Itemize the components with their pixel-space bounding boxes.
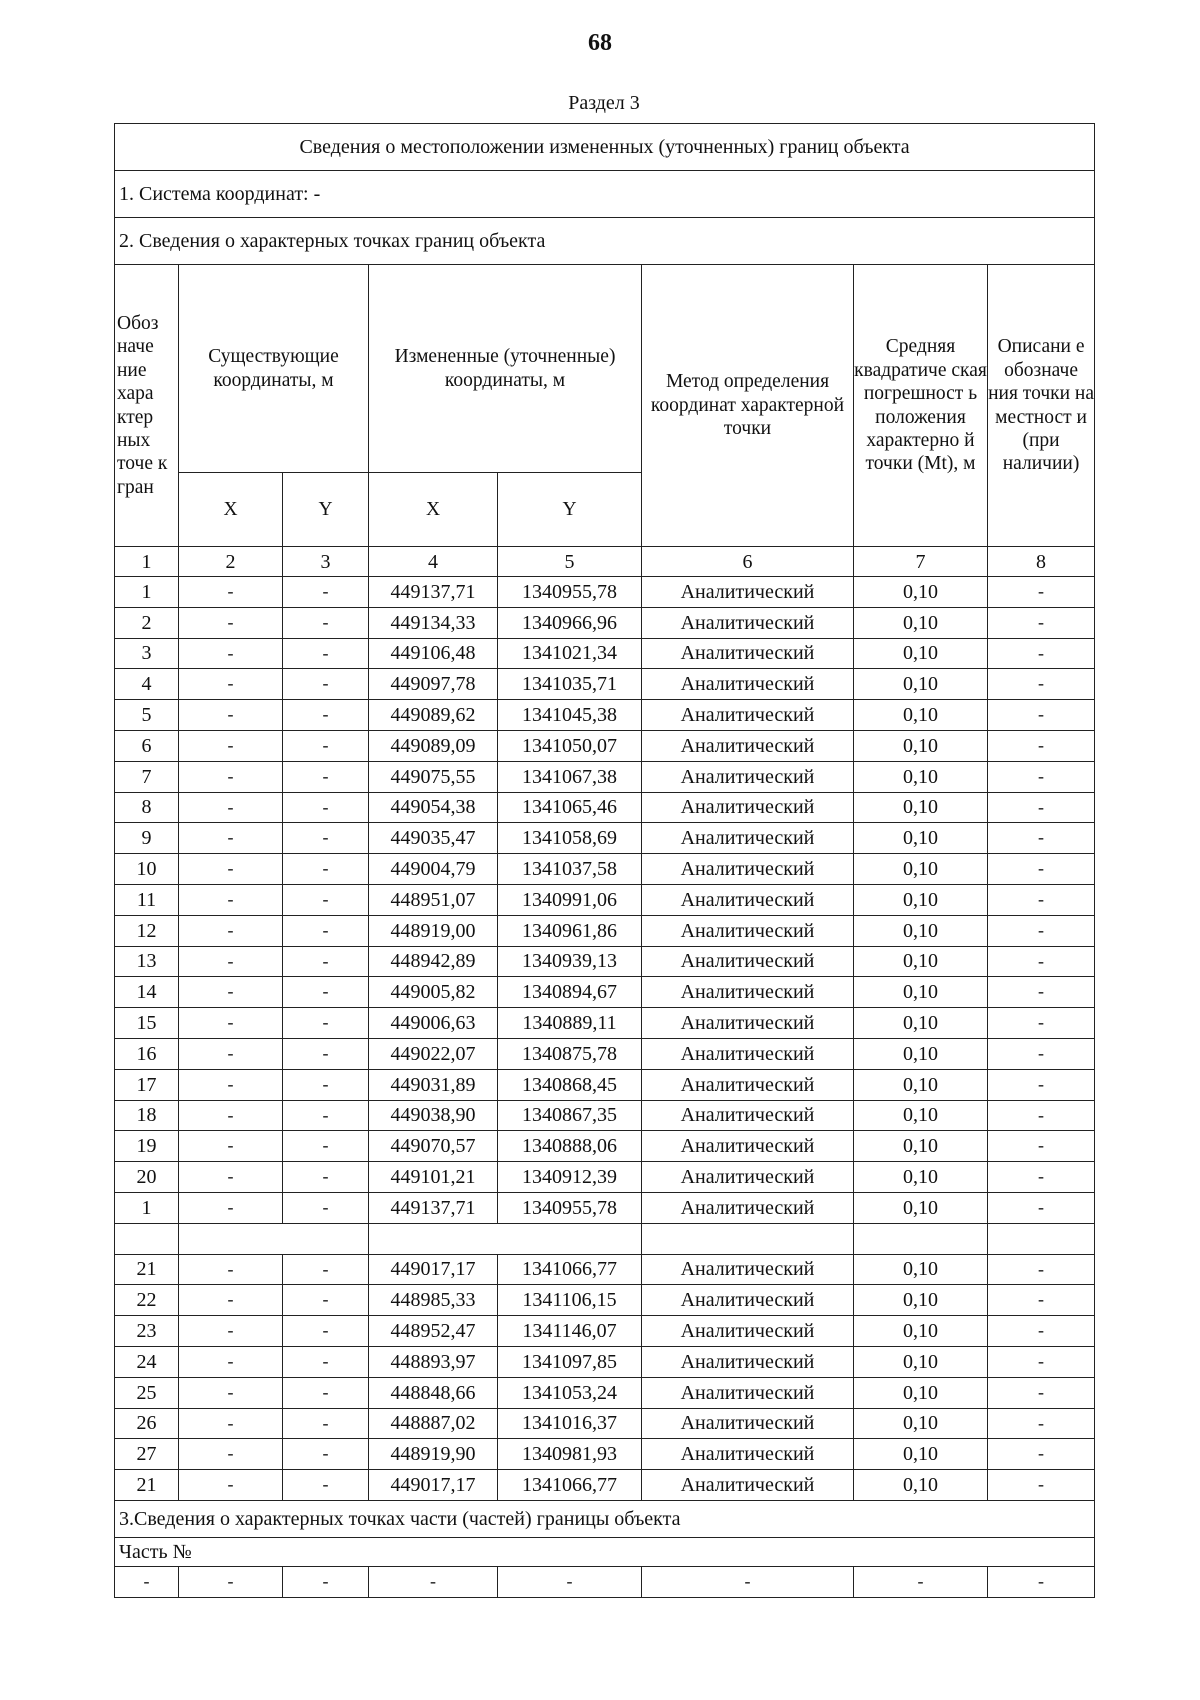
changed-x-cell: 448942,89 [369,946,498,977]
point-number-cell: 15 [115,1008,179,1039]
existing-y-cell: - [283,1346,369,1377]
table-row [115,1316,1095,1347]
existing-x-cell: - [179,638,283,669]
changed-x-cell: 449101,21 [369,1162,498,1193]
point-number-cell: 17 [115,1069,179,1100]
method-cell: Аналитический [642,1408,854,1439]
changed-x-cell: 449106,48 [369,638,498,669]
existing-x-cell: - [179,1100,283,1131]
description-cell: - [988,823,1095,854]
changed-y-cell: 1341067,38 [498,761,642,792]
error-cell: 0,10 [854,1285,988,1316]
existing-y-cell: - [283,761,369,792]
method-cell: Аналитический [642,977,854,1008]
existing-x-cell: - [179,1439,283,1470]
existing-x-cell: - [179,792,283,823]
point-number-cell: 10 [115,854,179,885]
changed-x-cell: 449134,33 [369,607,498,638]
changed-y-cell: 1340868,45 [498,1069,642,1100]
changed-x-cell: 449070,57 [369,1131,498,1162]
method-cell: Аналитический [642,946,854,977]
header-changed-x: X [369,473,498,547]
existing-x-cell: - [179,607,283,638]
point-number-cell: 27 [115,1439,179,1470]
changed-y-cell: 1340912,39 [498,1162,642,1193]
existing-y-cell: - [283,977,369,1008]
table-row [115,1131,1095,1162]
table-row [115,1254,1095,1285]
changed-y-cell: 1341016,37 [498,1408,642,1439]
point-number-cell: 23 [115,1316,179,1347]
table-row [115,915,1095,946]
error-cell: 0,10 [854,792,988,823]
error-cell: 0,10 [854,946,988,977]
method-cell: Аналитический [642,1008,854,1039]
description-cell: - [988,1162,1095,1193]
part-cell: - [498,1566,642,1597]
changed-y-cell: 1341066,77 [498,1254,642,1285]
existing-y-cell: - [283,1254,369,1285]
changed-y-cell: 1341106,15 [498,1285,642,1316]
changed-x-cell: 449017,17 [369,1470,498,1501]
column-numbers-row [115,547,1095,577]
error-cell: 0,10 [854,1377,988,1408]
error-cell: 0,10 [854,700,988,731]
description-cell: - [988,1254,1095,1285]
column-number: 2 [179,547,283,577]
error-cell: 0,10 [854,1470,988,1501]
table-row [115,946,1095,977]
description-cell: - [988,1192,1095,1223]
point-number-cell: 4 [115,669,179,700]
description-cell: - [988,1377,1095,1408]
column-number: 5 [498,547,642,577]
method-cell: Аналитический [642,1131,854,1162]
point-number-cell: 16 [115,1038,179,1069]
changed-x-cell: 448951,07 [369,884,498,915]
point-number-cell: 24 [115,1346,179,1377]
description-cell: - [988,1069,1095,1100]
header-designation: Обоз наче ние хара ктер ных точе к гран [115,265,179,547]
table-row [115,669,1095,700]
description-cell: - [988,1439,1095,1470]
changed-y-cell: 1340961,86 [498,915,642,946]
changed-y-cell: 1340875,78 [498,1038,642,1069]
existing-x-cell: - [179,669,283,700]
method-cell: Аналитический [642,1439,854,1470]
error-cell: 0,10 [854,669,988,700]
existing-y-cell: - [283,1100,369,1131]
method-cell: Аналитический [642,854,854,885]
page-number: 68 [588,30,612,56]
point-number-cell: 7 [115,761,179,792]
table-row [115,638,1095,669]
changed-x-cell: 448919,90 [369,1439,498,1470]
changed-y-cell: 1340966,96 [498,607,642,638]
method-cell: Аналитический [642,915,854,946]
separator-row [115,1223,1095,1254]
changed-x-cell: 449075,55 [369,761,498,792]
changed-x-cell: 449137,71 [369,577,498,608]
point-number-cell: 26 [115,1408,179,1439]
changed-y-cell: 1341037,58 [498,854,642,885]
part-cell: - [854,1566,988,1597]
changed-x-cell: 448887,02 [369,1408,498,1439]
existing-y-cell: - [283,915,369,946]
column-number: 8 [988,547,1095,577]
part-points-row [115,1566,1095,1597]
existing-x-cell: - [179,1408,283,1439]
description-cell: - [988,1408,1095,1439]
point-number-cell: 6 [115,730,179,761]
point-number-cell: 22 [115,1285,179,1316]
header-method: Метод определения координат характерной точки [642,265,854,547]
description-cell: - [988,1008,1095,1039]
changed-y-cell: 1341050,07 [498,730,642,761]
point-number-cell: 21 [115,1470,179,1501]
changed-x-cell: 449054,38 [369,792,498,823]
error-cell: 0,10 [854,1069,988,1100]
description-cell: - [988,607,1095,638]
table-row [115,1008,1095,1039]
method-cell: Аналитический [642,1162,854,1193]
description-cell: - [988,730,1095,761]
changed-y-cell: 1340888,06 [498,1131,642,1162]
error-cell: 0,10 [854,730,988,761]
method-cell: Аналитический [642,761,854,792]
existing-y-cell: - [283,1439,369,1470]
existing-y-cell: - [283,1008,369,1039]
changed-y-cell: 1341065,46 [498,792,642,823]
table-row [115,1285,1095,1316]
point-number-cell: 21 [115,1254,179,1285]
part-label-row: Часть № [115,1537,1095,1566]
existing-x-cell: - [179,577,283,608]
changed-x-cell: 449089,62 [369,700,498,731]
existing-y-cell: - [283,607,369,638]
existing-x-cell: - [179,730,283,761]
existing-y-cell: - [283,884,369,915]
changed-x-cell: 448985,33 [369,1285,498,1316]
description-cell: - [988,1100,1095,1131]
changed-y-cell: 1341097,85 [498,1346,642,1377]
existing-y-cell: - [283,1377,369,1408]
point-number-cell: 11 [115,884,179,915]
table-row [115,1162,1095,1193]
changed-x-cell: 449089,09 [369,730,498,761]
changed-x-cell: 448848,66 [369,1377,498,1408]
column-number: 3 [283,547,369,577]
changed-y-cell: 1340867,35 [498,1100,642,1131]
changed-x-cell: 449038,90 [369,1100,498,1131]
point-number-cell: 3 [115,638,179,669]
method-cell: Аналитический [642,884,854,915]
existing-y-cell: - [283,792,369,823]
table-row [115,730,1095,761]
method-cell: Аналитический [642,1069,854,1100]
coord-system-row: 1. Система координат: - [115,171,1095,218]
point-number-cell: 14 [115,977,179,1008]
description-cell: - [988,700,1095,731]
error-cell: 0,10 [854,977,988,1008]
existing-y-cell: - [283,1192,369,1223]
changed-y-cell: 1340955,78 [498,577,642,608]
description-cell: - [988,577,1095,608]
table-row [115,1038,1095,1069]
error-cell: 0,10 [854,1439,988,1470]
table-row [115,1069,1095,1100]
existing-x-cell: - [179,1254,283,1285]
table-row [115,1377,1095,1408]
changed-x-cell: 448893,97 [369,1346,498,1377]
error-cell: 0,10 [854,1346,988,1377]
part-cell: - [179,1566,283,1597]
header-changed-y: Y [498,473,642,547]
point-number-cell: 12 [115,915,179,946]
error-cell: 0,10 [854,823,988,854]
column-number: 7 [854,547,988,577]
error-cell: 0,10 [854,1254,988,1285]
existing-y-cell: - [283,1316,369,1347]
error-cell: 0,10 [854,1008,988,1039]
table-row [115,977,1095,1008]
changed-y-cell: 1341146,07 [498,1316,642,1347]
error-cell: 0,10 [854,638,988,669]
description-cell: - [988,884,1095,915]
section-title: Раздел 3 [568,92,640,114]
existing-x-cell: - [179,1285,283,1316]
existing-x-cell: - [179,854,283,885]
description-cell: - [988,946,1095,977]
existing-y-cell: - [283,638,369,669]
table-row [115,854,1095,885]
method-cell: Аналитический [642,1316,854,1347]
part-cell: - [642,1566,854,1597]
description-cell: - [988,1316,1095,1347]
changed-x-cell: 448952,47 [369,1316,498,1347]
table-row [115,1100,1095,1131]
existing-x-cell: - [179,1131,283,1162]
description-cell: - [988,854,1095,885]
changed-x-cell: 449004,79 [369,854,498,885]
changed-y-cell: 1340955,78 [498,1192,642,1223]
point-number-cell: 1 [115,577,179,608]
existing-x-cell: - [179,915,283,946]
existing-x-cell: - [179,1038,283,1069]
error-cell: 0,10 [854,1408,988,1439]
table-row [115,1439,1095,1470]
point-number-cell: 1 [115,1192,179,1223]
existing-y-cell: - [283,1408,369,1439]
changed-y-cell: 1341035,71 [498,669,642,700]
table-row [115,761,1095,792]
table-row [115,884,1095,915]
subsection-2-heading: 2. Сведения о характерных точках границ объекта [115,218,1095,265]
existing-y-cell: - [283,854,369,885]
changed-x-cell: 449017,17 [369,1254,498,1285]
changed-x-cell: 449097,78 [369,669,498,700]
changed-y-cell: 1341066,77 [498,1470,642,1501]
point-number-cell: 5 [115,700,179,731]
point-number-cell: 25 [115,1377,179,1408]
table-row [115,1192,1095,1223]
changed-x-cell: 449022,07 [369,1038,498,1069]
point-number-cell: 8 [115,792,179,823]
changed-y-cell: 1340894,67 [498,977,642,1008]
table-row [115,607,1095,638]
changed-y-cell: 1340981,93 [498,1439,642,1470]
existing-y-cell: - [283,946,369,977]
error-cell: 0,10 [854,1038,988,1069]
description-cell: - [988,638,1095,669]
error-cell: 0,10 [854,1316,988,1347]
column-number: 6 [642,547,854,577]
point-number-cell: 19 [115,1131,179,1162]
table-title: Сведения о местоположении измененных (уточненных) границ объекта [115,124,1095,171]
existing-x-cell: - [179,1316,283,1347]
changed-x-cell: 449031,89 [369,1069,498,1100]
error-cell: 0,10 [854,577,988,608]
method-cell: Аналитический [642,577,854,608]
method-cell: Аналитический [642,607,854,638]
description-cell: - [988,1470,1095,1501]
method-cell: Аналитический [642,638,854,669]
table-row [115,792,1095,823]
existing-y-cell: - [283,823,369,854]
changed-x-cell: 449137,71 [369,1192,498,1223]
description-cell: - [988,792,1095,823]
error-cell: 0,10 [854,915,988,946]
existing-x-cell: - [179,1008,283,1039]
changed-y-cell: 1341058,69 [498,823,642,854]
description-cell: - [988,669,1095,700]
method-cell: Аналитический [642,1254,854,1285]
part-cell: - [283,1566,369,1597]
point-number-cell: 13 [115,946,179,977]
existing-x-cell: - [179,1470,283,1501]
existing-y-cell: - [283,1162,369,1193]
existing-x-cell: - [179,1069,283,1100]
description-cell: - [988,1038,1095,1069]
error-cell: 0,10 [854,1100,988,1131]
table-row [115,1408,1095,1439]
method-cell: Аналитический [642,823,854,854]
description-cell: - [988,1285,1095,1316]
error-cell: 0,10 [854,884,988,915]
existing-y-cell: - [283,700,369,731]
method-cell: Аналитический [642,1038,854,1069]
existing-x-cell: - [179,977,283,1008]
column-number: 1 [115,547,179,577]
table-row [115,823,1095,854]
method-cell: Аналитический [642,1192,854,1223]
description-cell: - [988,915,1095,946]
error-cell: 0,10 [854,761,988,792]
existing-y-cell: - [283,577,369,608]
existing-x-cell: - [179,1162,283,1193]
method-cell: Аналитический [642,1470,854,1501]
description-cell: - [988,1131,1095,1162]
existing-y-cell: - [283,669,369,700]
header-error: Средняя квадратиче ская погрешност ь положения характерно й точки (Mt), м [854,265,988,547]
existing-y-cell: - [283,1131,369,1162]
header-existing-y: Y [283,473,369,547]
boundary-points-table [114,123,1095,1598]
changed-y-cell: 1341045,38 [498,700,642,731]
existing-y-cell: - [283,1069,369,1100]
description-cell: - [988,1346,1095,1377]
table-row [115,577,1095,608]
part-cell: - [988,1566,1095,1597]
part-cell: - [369,1566,498,1597]
existing-x-cell: - [179,884,283,915]
changed-x-cell: 449005,82 [369,977,498,1008]
method-cell: Аналитический [642,669,854,700]
column-number: 4 [369,547,498,577]
method-cell: Аналитический [642,730,854,761]
existing-x-cell: - [179,946,283,977]
changed-y-cell: 1341021,34 [498,638,642,669]
table-row [115,1346,1095,1377]
existing-y-cell: - [283,1038,369,1069]
existing-x-cell: - [179,761,283,792]
point-number-cell: 2 [115,607,179,638]
existing-x-cell: - [179,1192,283,1223]
method-cell: Аналитический [642,700,854,731]
header-changed-coords: Измененные (уточненные) координаты, м [369,265,642,473]
table-row [115,1470,1095,1501]
error-cell: 0,10 [854,1162,988,1193]
error-cell: 0,10 [854,1131,988,1162]
existing-y-cell: - [283,1285,369,1316]
header-existing-x: X [179,473,283,547]
method-cell: Аналитический [642,792,854,823]
changed-y-cell: 1341053,24 [498,1377,642,1408]
description-cell: - [988,761,1095,792]
error-cell: 0,10 [854,1192,988,1223]
description-cell: - [988,977,1095,1008]
header-description: Описани е обозначе ния точки на местност и (при наличии) [988,265,1095,547]
changed-x-cell: 449035,47 [369,823,498,854]
point-number-cell: 18 [115,1100,179,1131]
error-cell: 0,10 [854,854,988,885]
point-number-cell: 20 [115,1162,179,1193]
part-cell: - [115,1566,179,1597]
header-existing-coords: Существующие координаты, м [179,265,369,473]
error-cell: 0,10 [854,607,988,638]
existing-y-cell: - [283,1470,369,1501]
existing-y-cell: - [283,730,369,761]
method-cell: Аналитический [642,1100,854,1131]
method-cell: Аналитический [642,1285,854,1316]
changed-x-cell: 448919,00 [369,915,498,946]
changed-y-cell: 1340991,06 [498,884,642,915]
method-cell: Аналитический [642,1346,854,1377]
existing-x-cell: - [179,700,283,731]
table-row [115,700,1095,731]
changed-y-cell: 1340889,11 [498,1008,642,1039]
existing-x-cell: - [179,823,283,854]
subsection-3-heading: 3.Сведения о характерных точках части (частей) границы объекта [115,1500,1095,1537]
changed-y-cell: 1340939,13 [498,946,642,977]
existing-x-cell: - [179,1377,283,1408]
method-cell: Аналитический [642,1377,854,1408]
point-number-cell: 9 [115,823,179,854]
changed-x-cell: 449006,63 [369,1008,498,1039]
existing-x-cell: - [179,1346,283,1377]
